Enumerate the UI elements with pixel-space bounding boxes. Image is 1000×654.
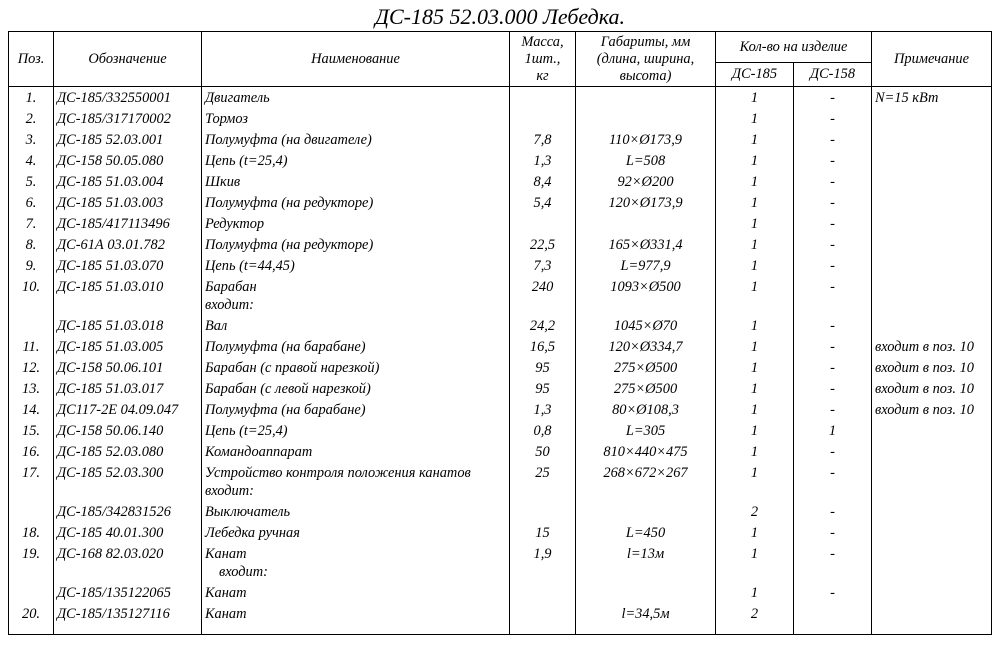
- row-dimensions: l=34,5м: [576, 604, 716, 634]
- row-qty-ds185: 1: [716, 463, 794, 502]
- row-qty-ds158: -: [794, 130, 872, 151]
- row-position: 5.: [9, 172, 54, 193]
- row-name-text: Цепь (t=25,4): [205, 423, 288, 439]
- row-name-text: Полумуфта (на барабане): [205, 402, 366, 418]
- row-qty-ds158: -: [794, 337, 872, 358]
- row-position: [9, 316, 54, 337]
- row-qty-ds158: [794, 604, 872, 634]
- row-designation: ДС-185 51.03.005: [54, 337, 202, 358]
- table-row: [9, 316, 992, 337]
- row-note: N=15 кВт: [872, 87, 992, 110]
- row-note: [872, 235, 992, 256]
- row-designation: ДС-185 51.03.018: [54, 316, 202, 337]
- row-mass: [510, 502, 576, 523]
- row-position: [9, 502, 54, 523]
- row-designation: ДС-185 52.03.080: [54, 442, 202, 463]
- row-name-text: Двигатель: [205, 90, 270, 106]
- header-note: Примечание: [872, 32, 992, 87]
- row-mass: 5,4: [510, 193, 576, 214]
- row-note: входит в поз. 10: [872, 358, 992, 379]
- table-row: [9, 442, 992, 463]
- table-row: [9, 421, 992, 442]
- row-position: 4.: [9, 151, 54, 172]
- row-name-text: Вал: [205, 318, 228, 334]
- row-name: [202, 130, 510, 151]
- row-dimensions: 80×Ø108,3: [576, 400, 716, 421]
- row-qty-ds185: 1: [716, 151, 794, 172]
- row-designation: ДС-185 51.03.003: [54, 193, 202, 214]
- row-designation: ДС-185 52.03.300: [54, 463, 202, 502]
- row-name-includes: входит:: [205, 297, 254, 313]
- row-name-text: Барабан: [205, 279, 257, 295]
- row-name-text: Выключатель: [205, 504, 291, 520]
- row-qty-ds158: -: [794, 379, 872, 400]
- row-qty-ds185: 1: [716, 316, 794, 337]
- row-mass: [510, 109, 576, 130]
- row-dimensions: 1045×Ø70: [576, 316, 716, 337]
- row-qty-ds185: 1: [716, 421, 794, 442]
- row-name: [202, 316, 510, 337]
- row-note: [872, 523, 992, 544]
- row-name: [202, 421, 510, 442]
- row-qty-ds185: 2: [716, 502, 794, 523]
- row-mass: 25: [510, 463, 576, 502]
- row-dimensions: [576, 87, 716, 110]
- row-name-text: Тормоз: [205, 111, 248, 127]
- row-name: [202, 502, 510, 523]
- row-qty-ds185: 1: [716, 235, 794, 256]
- row-name: [202, 583, 510, 604]
- row-position: 19.: [9, 544, 54, 583]
- row-qty-ds158: -: [794, 544, 872, 583]
- row-name-text: Полумуфта (на двигателе): [205, 132, 372, 148]
- row-note: [872, 256, 992, 277]
- row-dimensions: 165×Ø331,4: [576, 235, 716, 256]
- header-mass-line: кг: [536, 67, 549, 84]
- row-note: входит в поз. 10: [872, 400, 992, 421]
- row-qty-ds158: -: [794, 277, 872, 316]
- row-position: 7.: [9, 214, 54, 235]
- row-qty-ds158: -: [794, 316, 872, 337]
- row-qty-ds158: -: [794, 109, 872, 130]
- table-row: [9, 463, 992, 502]
- row-note: [872, 421, 992, 442]
- header-dims-line: (длина, ширина,: [596, 50, 695, 67]
- row-qty-ds158: -: [794, 235, 872, 256]
- row-qty-ds185: 2: [716, 604, 794, 634]
- row-qty-ds185: 1: [716, 544, 794, 583]
- row-dimensions: 120×Ø173,9: [576, 193, 716, 214]
- row-qty-ds158: -: [794, 172, 872, 193]
- row-mass: 0,8: [510, 421, 576, 442]
- row-name-text: Командоаппарат: [205, 444, 313, 460]
- row-name-text: Полумуфта (на барабане): [205, 339, 366, 355]
- row-mass: [510, 87, 576, 110]
- row-designation: ДС117-2Е 04.09.047: [54, 400, 202, 421]
- row-dimensions: L=450: [576, 523, 716, 544]
- row-designation: ДС-158 50.06.101: [54, 358, 202, 379]
- row-note: [872, 193, 992, 214]
- row-qty-ds158: -: [794, 463, 872, 502]
- row-position: 11.: [9, 337, 54, 358]
- header-dims-line: Габариты, мм: [600, 33, 691, 50]
- table-row: [9, 151, 992, 172]
- row-dimensions: 268×672×267: [576, 463, 716, 502]
- header-designation: Обозначение: [54, 32, 202, 87]
- row-mass: [510, 583, 576, 604]
- row-position: 15.: [9, 421, 54, 442]
- row-position: 9.: [9, 256, 54, 277]
- table-row: [9, 87, 992, 110]
- row-dimensions: L=977,9: [576, 256, 716, 277]
- row-name: [202, 337, 510, 358]
- row-qty-ds158: -: [794, 400, 872, 421]
- row-dimensions: l=13м: [576, 544, 716, 583]
- row-designation: ДС-185/135122065: [54, 583, 202, 604]
- row-name-text: Цепь (t=44,45): [205, 258, 295, 274]
- row-qty-ds158: -: [794, 442, 872, 463]
- row-name: [202, 379, 510, 400]
- row-name: [202, 463, 510, 502]
- table-row: [9, 109, 992, 130]
- row-position: 10.: [9, 277, 54, 316]
- row-designation: ДС-61А 03.01.782: [54, 235, 202, 256]
- row-qty-ds158: -: [794, 151, 872, 172]
- row-name-includes: входит:: [205, 483, 254, 499]
- row-note: [872, 316, 992, 337]
- row-qty-ds185: 1: [716, 130, 794, 151]
- table-row: [9, 358, 992, 379]
- table-row: [9, 604, 992, 634]
- header-mass-line: 1шт.,: [524, 50, 561, 67]
- row-qty-ds185: 1: [716, 277, 794, 316]
- row-qty-ds158: -: [794, 214, 872, 235]
- document-title: ДС-185 52.03.000 Лебедка.: [374, 4, 626, 29]
- row-dimensions: L=508: [576, 151, 716, 172]
- row-name: [202, 214, 510, 235]
- header-dims: [576, 32, 716, 87]
- row-dimensions: [576, 583, 716, 604]
- row-dimensions: 810×440×475: [576, 442, 716, 463]
- row-note: [872, 151, 992, 172]
- row-dimensions: 275×Ø500: [576, 358, 716, 379]
- row-name: [202, 256, 510, 277]
- table-row: [9, 256, 992, 277]
- row-qty-ds185: 1: [716, 109, 794, 130]
- row-qty-ds158: -: [794, 193, 872, 214]
- row-name-text: Устройство контроля положения канатов: [205, 465, 471, 481]
- row-name: [202, 544, 510, 583]
- table-row: [9, 523, 992, 544]
- row-qty-ds185: 1: [716, 442, 794, 463]
- row-dimensions: 275×Ø500: [576, 379, 716, 400]
- row-note: [872, 502, 992, 523]
- table-row: [9, 214, 992, 235]
- row-position: [9, 583, 54, 604]
- row-position: 13.: [9, 379, 54, 400]
- table-row: [9, 400, 992, 421]
- row-note: [872, 109, 992, 130]
- table-row: [9, 277, 992, 316]
- row-note: входит в поз. 10: [872, 337, 992, 358]
- row-mass: 240: [510, 277, 576, 316]
- header-qty-group: Кол-во на изделие: [716, 32, 872, 63]
- row-qty-ds158: -: [794, 358, 872, 379]
- row-designation: ДС-185 52.03.001: [54, 130, 202, 151]
- row-qty-ds185: 1: [716, 87, 794, 110]
- header-qty-ds185: ДС-185: [716, 63, 794, 87]
- row-position: 17.: [9, 463, 54, 502]
- row-position: 20.: [9, 604, 54, 634]
- row-qty-ds185: 1: [716, 400, 794, 421]
- table-row: [9, 235, 992, 256]
- row-qty-ds158: -: [794, 583, 872, 604]
- row-name-text: Канат: [205, 606, 247, 622]
- row-dimensions: [576, 109, 716, 130]
- row-designation: ДС-185 51.03.070: [54, 256, 202, 277]
- row-designation: ДС-185/417113496: [54, 214, 202, 235]
- specification-table: [8, 31, 992, 635]
- row-note: [872, 544, 992, 583]
- row-qty-ds158: -: [794, 87, 872, 110]
- row-dimensions: 1093×Ø500: [576, 277, 716, 316]
- row-qty-ds185: 1: [716, 172, 794, 193]
- row-designation: ДС-185/342831526: [54, 502, 202, 523]
- row-name-text: Лебедка ручная: [205, 525, 300, 541]
- row-qty-ds185: 1: [716, 256, 794, 277]
- header-mass: [510, 32, 576, 87]
- row-dimensions: L=305: [576, 421, 716, 442]
- row-dimensions: 92×Ø200: [576, 172, 716, 193]
- row-qty-ds185: 1: [716, 337, 794, 358]
- row-name: [202, 172, 510, 193]
- row-mass: 7,3: [510, 256, 576, 277]
- header-qty-ds158: ДС-158: [794, 63, 872, 87]
- row-mass: [510, 604, 576, 634]
- header-dims-line: высота): [619, 67, 672, 84]
- row-dimensions: [576, 214, 716, 235]
- row-name-text: Канат: [205, 546, 247, 562]
- row-designation: ДС-158 50.05.080: [54, 151, 202, 172]
- row-mass: 22,5: [510, 235, 576, 256]
- row-name-includes: входит:: [219, 564, 268, 580]
- row-name-text: Барабан (с левой нарезкой): [205, 381, 371, 397]
- table-row: [9, 544, 992, 583]
- row-note: [872, 604, 992, 634]
- row-name: [202, 277, 510, 316]
- table-row: [9, 130, 992, 151]
- row-qty-ds158: -: [794, 256, 872, 277]
- table-row: [9, 502, 992, 523]
- row-position: 12.: [9, 358, 54, 379]
- row-mass: 1,3: [510, 400, 576, 421]
- row-name-text: Канат: [205, 585, 247, 601]
- row-name: [202, 109, 510, 130]
- row-name-text: Барабан (с правой нарезкой): [205, 360, 380, 376]
- row-note: входит в поз. 10: [872, 379, 992, 400]
- row-designation: ДС-185 51.03.017: [54, 379, 202, 400]
- row-qty-ds185: 1: [716, 379, 794, 400]
- row-qty-ds185: 1: [716, 193, 794, 214]
- row-mass: 95: [510, 358, 576, 379]
- row-position: 1.: [9, 87, 54, 110]
- row-dimensions: 110×Ø173,9: [576, 130, 716, 151]
- row-mass: 50: [510, 442, 576, 463]
- row-designation: ДС-185 51.03.004: [54, 172, 202, 193]
- row-name: [202, 87, 510, 110]
- row-qty-ds185: 1: [716, 583, 794, 604]
- row-note: [872, 172, 992, 193]
- row-note: [872, 277, 992, 316]
- table-row: [9, 172, 992, 193]
- row-position: 14.: [9, 400, 54, 421]
- row-name: [202, 400, 510, 421]
- table-row: [9, 379, 992, 400]
- row-mass: 16,5: [510, 337, 576, 358]
- row-designation: ДС-158 50.06.140: [54, 421, 202, 442]
- row-position: 18.: [9, 523, 54, 544]
- row-position: 2.: [9, 109, 54, 130]
- row-name: [202, 235, 510, 256]
- row-mass: 8,4: [510, 172, 576, 193]
- row-note: [872, 130, 992, 151]
- header-pos: Поз.: [9, 32, 54, 87]
- row-name-text: Цепь (t=25,4): [205, 153, 288, 169]
- row-designation: ДС-185 51.03.010: [54, 277, 202, 316]
- row-position: 16.: [9, 442, 54, 463]
- row-mass: 95: [510, 379, 576, 400]
- row-note: [872, 214, 992, 235]
- row-name: [202, 523, 510, 544]
- row-name-text: Шкив: [205, 174, 241, 190]
- row-qty-ds185: 1: [716, 358, 794, 379]
- row-position: 3.: [9, 130, 54, 151]
- row-qty-ds185: 1: [716, 214, 794, 235]
- row-mass: [510, 214, 576, 235]
- row-mass: 1,9: [510, 544, 576, 583]
- row-position: 6.: [9, 193, 54, 214]
- table-row: [9, 193, 992, 214]
- row-qty-ds158: 1: [794, 421, 872, 442]
- row-qty-ds185: 1: [716, 523, 794, 544]
- row-note: [872, 463, 992, 502]
- row-note: [872, 442, 992, 463]
- table-row: [9, 337, 992, 358]
- row-designation: ДС-168 82.03.020: [54, 544, 202, 583]
- row-designation: ДС-185/332550001: [54, 87, 202, 110]
- row-name: [202, 358, 510, 379]
- row-name-text: Редуктор: [205, 216, 265, 232]
- row-name: [202, 151, 510, 172]
- row-mass: 7,8: [510, 130, 576, 151]
- row-name: [202, 193, 510, 214]
- table-row: [9, 583, 992, 604]
- row-name-text: Полумуфта (на редукторе): [205, 237, 374, 253]
- row-mass: 15: [510, 523, 576, 544]
- row-designation: ДС-185/317170002: [54, 109, 202, 130]
- row-note: [872, 583, 992, 604]
- row-mass: 1,3: [510, 151, 576, 172]
- row-position: 8.: [9, 235, 54, 256]
- row-qty-ds158: -: [794, 502, 872, 523]
- header-name: Наименование: [202, 32, 510, 87]
- row-name: [202, 604, 510, 634]
- row-qty-ds158: -: [794, 523, 872, 544]
- row-name: [202, 442, 510, 463]
- row-mass: 24,2: [510, 316, 576, 337]
- row-dimensions: 120×Ø334,7: [576, 337, 716, 358]
- row-name-text: Полумуфта (на редукторе): [205, 195, 374, 211]
- row-dimensions: [576, 502, 716, 523]
- row-designation: ДС-185/135127116: [54, 604, 202, 634]
- header-mass-line: Масса,: [521, 33, 564, 50]
- row-designation: ДС-185 40.01.300: [54, 523, 202, 544]
